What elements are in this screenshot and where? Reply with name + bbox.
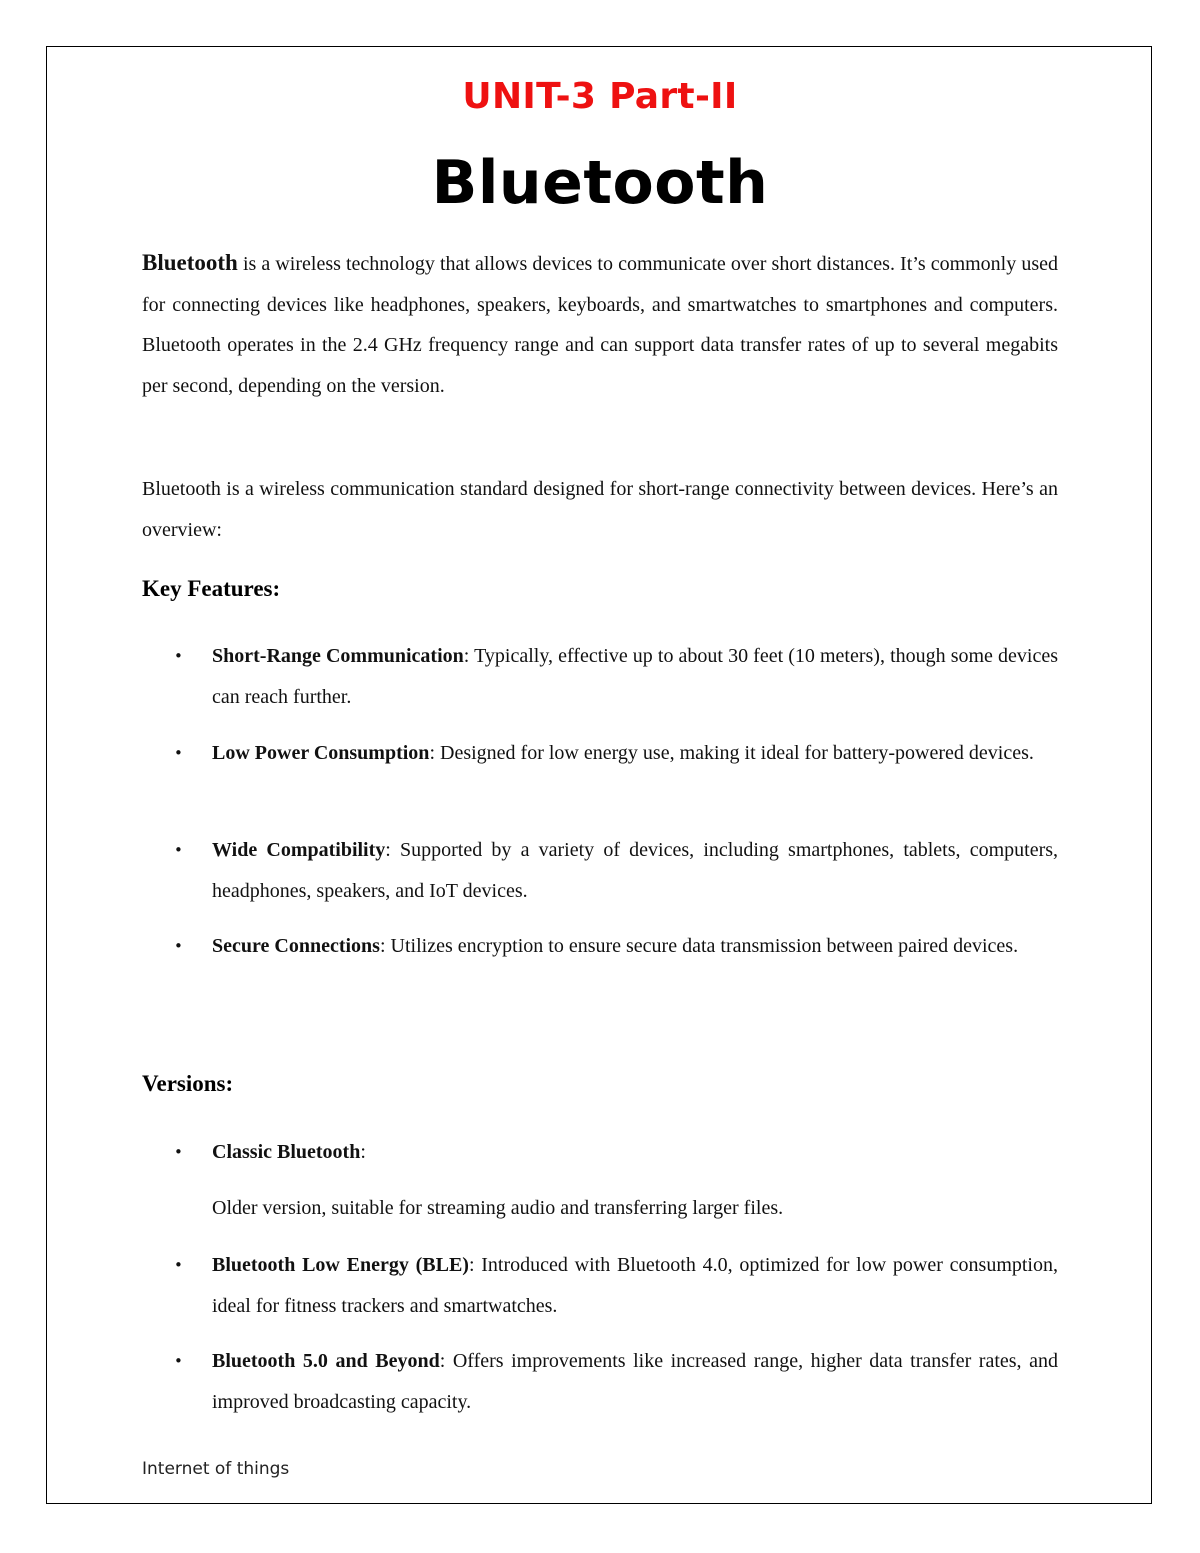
list-item xyxy=(174,830,1059,911)
version-desc: : Offers improvements like increased range, higher data transfer rates, and improved broadcasting capacity. xyxy=(212,1350,1058,1413)
version-term: Bluetooth Low Energy (BLE) xyxy=(212,1254,469,1276)
version-term: Classic Bluetooth xyxy=(212,1141,361,1163)
list-item xyxy=(174,1245,1058,1326)
list-item xyxy=(174,1341,1058,1422)
feature-desc: : Supported by a variety of devices, including smartphones, tablets, computers, headphones, speakers, and IoT devices. xyxy=(212,839,1059,902)
versions-heading: Versions: xyxy=(142,1071,234,1096)
unit-title: UNIT-3 Part-II xyxy=(462,76,738,117)
list-item xyxy=(174,926,1058,967)
list-item xyxy=(174,1132,1058,1173)
key-features-heading: Key Features: xyxy=(142,576,281,601)
feature-term: Wide Compatibility xyxy=(212,839,386,861)
bullet-icon: • xyxy=(174,744,183,762)
feature-term: Short-Range Communication xyxy=(212,645,464,667)
list-item xyxy=(174,636,1059,717)
version-detail: Older version, suitable for streaming audio and transferring larger files. xyxy=(212,1197,784,1219)
version-term: Bluetooth 5.0 and Beyond xyxy=(212,1350,440,1372)
intro-text: is a wireless technology that allows devices to communicate over short distances. It’s commonly used for connecting devices like headphones, speakers, keyboards, and smartwatches to smartphones and computers. Bluetooth operates in the 2.4 GHz frequency range and can support data transfer rates of up to several megabits per second, depending on the version. xyxy=(142,253,1058,397)
feature-term: Secure Connections xyxy=(212,935,380,957)
bullet-icon: • xyxy=(174,1352,183,1370)
version-desc: : xyxy=(360,1141,366,1163)
feature-desc: : Typically, effective up to about 30 feet (10 meters), though some devices can reach further. xyxy=(212,645,1059,708)
feature-desc: : Designed for low energy use, making it ideal for battery-powered devices. xyxy=(429,742,1034,764)
bullet-icon: • xyxy=(174,1143,183,1161)
intro-paragraph xyxy=(142,243,1058,406)
version-desc: : Introduced with Bluetooth 4.0, optimized for low power consumption, ideal for fitness trackers and smartwatches. xyxy=(212,1254,1058,1317)
bullet-icon: • xyxy=(174,937,183,955)
bullet-icon: • xyxy=(174,647,183,665)
feature-desc: : Utilizes encryption to ensure secure data transmission between paired devices. xyxy=(379,935,1019,957)
intro-lead: Bluetooth xyxy=(142,250,238,275)
bullet-icon: • xyxy=(174,841,183,859)
footer-text: Internet of things xyxy=(142,1459,290,1479)
bullet-icon: • xyxy=(174,1256,183,1274)
list-item xyxy=(174,733,1058,774)
page-title: Bluetooth xyxy=(431,148,769,218)
feature-term: Low Power Consumption xyxy=(212,742,430,764)
overview-paragraph: Bluetooth is a wireless communication standard designed for short-range connectivity between devices. Here’s an overview: xyxy=(142,478,1058,541)
